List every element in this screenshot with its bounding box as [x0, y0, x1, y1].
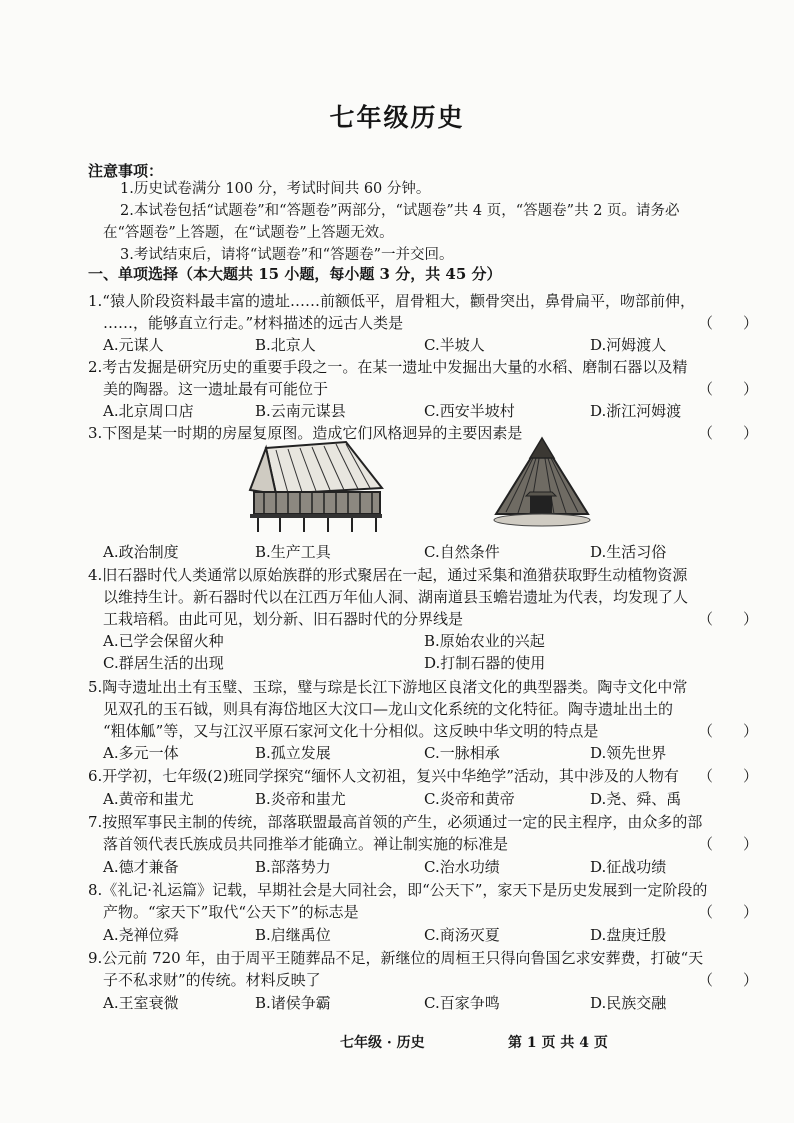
- q7-stem-line-1: 7.按照军事民主制的传统，部落联盟最高首领的产生，必须通过一定的民主程序，由众多的部: [88, 813, 703, 831]
- round-hut-image: [492, 436, 592, 532]
- note-2-line-1: 2.本试卷包括“试题卷”和“答题卷”两部分，“试题卷”共 4 页，“答题卷”共 2 页。请务必: [120, 203, 680, 219]
- q9-option-b: B.诸侯争霸: [255, 994, 331, 1012]
- q6-option-b: B.炎帝和蚩尤: [255, 790, 346, 808]
- q2-option-c: C.西安半坡村: [424, 402, 515, 420]
- q3-option-d: D.生活习俗: [590, 543, 667, 561]
- section-heading: 一、单项选择（本大题共 15 小题，每小题 3 分，共 45 分）: [88, 265, 502, 283]
- q4-stem-line-3: 工栽培稻。由此可见，划分新、旧石器时代的分界线是: [103, 610, 464, 628]
- q4-option-a: A.已学会保留火种: [103, 632, 224, 650]
- q9-stem-line-1: 9.公元前 720 年，由于周平王随葬品不足，新继位的周桓王只得向鲁国乞求安葬费，打破“天: [88, 949, 704, 967]
- q6-answer-bracket: （ ）: [697, 767, 758, 785]
- q6-option-c: C.炎帝和黄帝: [424, 790, 515, 808]
- q1-answer-bracket: （ ）: [697, 314, 758, 332]
- q3-answer-bracket: （ ）: [697, 424, 758, 442]
- q8-option-c: C.商汤灭夏: [424, 926, 500, 944]
- note-2-line-2: 在“答题卷”上答题，在“试题卷”上答题无效。: [103, 225, 394, 241]
- q4-stem-line-2: 以维持生计。新石器时代以在江西万年仙人洞、湖南道县玉蟾岩遗址为代表，均发现了人: [103, 588, 689, 606]
- q5-answer-bracket: （ ）: [697, 722, 758, 740]
- notes-heading: 注意事项：: [88, 162, 164, 180]
- q5-stem-line-1: 5.陶寺遗址出土有玉璧、玉琮，璧与琮是长江下游地区良渚文化的典型器类。陶寺文化中常: [88, 678, 688, 696]
- q6-option-a: A.黄帝和蚩尤: [103, 790, 194, 808]
- page-title: 七年级历史: [329, 103, 465, 132]
- q1-option-b: B.北京人: [255, 336, 316, 354]
- q4-option-c: C.群居生活的出现: [103, 654, 224, 672]
- q2-stem-line-2: 美的陶器。这一遗址最有可能位于: [103, 380, 329, 398]
- note-1: 1.历史试卷满分 100 分，考试时间共 60 分钟。: [120, 181, 431, 197]
- q3-option-c: C.自然条件: [424, 543, 500, 561]
- q5-option-a: A.多元一体: [103, 744, 179, 762]
- q1-option-c: C.半坡人: [424, 336, 485, 354]
- q2-option-a: A.北京周口店: [103, 402, 194, 420]
- footer-page-number: 第 1 页 共 4 页: [508, 1035, 608, 1051]
- q1-stem-line-1: 1.“猿人阶段资料最丰富的遗址……前额低平，眉骨粗大，颧骨突出，鼻骨扁平，吻部前伸，: [88, 292, 695, 310]
- q1-option-d: D.河姆渡人: [590, 336, 667, 354]
- q2-option-d: D.浙江河姆渡: [590, 402, 682, 420]
- q7-option-b: B.部落势力: [255, 858, 331, 876]
- q9-answer-bracket: （ ）: [697, 971, 758, 989]
- q7-option-a: A.德才兼备: [103, 858, 179, 876]
- q1-option-a: A.元谋人: [103, 336, 164, 354]
- q8-stem-line-2: 产物。“家天下”取代“公天下”的标志是: [103, 903, 359, 921]
- q5-stem-line-2: 见双孔的玉石钺，则具有海岱地区大汶口—龙山文化系统的文化特征。陶寺遗址出土的: [103, 700, 674, 718]
- q5-option-d: D.领先世界: [590, 744, 667, 762]
- note-3: 3.考试结束后，请将“试题卷”和“答题卷”一并交回。: [120, 247, 454, 263]
- q7-option-d: D.征战功绩: [590, 858, 667, 876]
- q9-stem-line-2: 子不私求财”的传统。材料反映了: [103, 971, 321, 989]
- q7-answer-bracket: （ ）: [697, 835, 758, 853]
- q4-option-d: D.打制石器的使用: [424, 654, 546, 672]
- q8-option-d: D.盘庚迁殷: [590, 926, 667, 944]
- q8-stem-line-1: 8.《礼记·礼运篇》记载，早期社会是大同社会，即“公天下”，家天下是历史发展到一定阶段的: [88, 881, 708, 899]
- q9-option-c: C.百家争鸣: [424, 994, 500, 1012]
- q7-stem-line-2: 落首领代表氏族成员共同推举才能确立。禅让制实施的标准是: [103, 835, 509, 853]
- q3-option-b: B.生产工具: [255, 543, 331, 561]
- q8-answer-bracket: （ ）: [697, 903, 758, 921]
- q6-option-d: D.尧、舜、禹: [590, 790, 682, 808]
- q8-option-b: B.启继禹位: [255, 926, 331, 944]
- q4-option-b: B.原始农业的兴起: [424, 632, 545, 650]
- q2-option-b: B.云南元谋县: [255, 402, 346, 420]
- q5-stem-line-3: “粗体觚”等，又与江汉平原石家河文化十分相似。这反映中华文明的特点是: [103, 722, 599, 740]
- q3-option-a: A.政治制度: [103, 543, 179, 561]
- q7-option-c: C.治水功绩: [424, 858, 500, 876]
- q2-stem-line-1: 2.考古发掘是研究历史的重要手段之一。在某一遗址中发掘出大量的水稻、磨制石器以及精: [88, 358, 688, 376]
- q8-option-a: A.尧禅位舜: [103, 926, 179, 944]
- q6-stem-line-1: 6.开学初，七年级(2)班同学探究“缅怀人文初祖，复兴中华绝学”活动，其中涉及的人物有: [88, 767, 679, 785]
- q4-stem-line-1: 4.旧石器时代人类通常以原始族群的形式聚居在一起，通过采集和渔猎获取野生动植物资源: [88, 566, 688, 584]
- q2-answer-bracket: （ ）: [697, 380, 758, 398]
- footer-subject: 七年级 · 历史: [340, 1035, 425, 1051]
- q5-option-c: C.一脉相承: [424, 744, 500, 762]
- q3-stem-line-1: 3.下图是某一时期的房屋复原图。造成它们风格迥异的主要因素是: [88, 424, 523, 442]
- q1-stem-line-2: ……，能够直立行走。”材料描述的远古人类是: [103, 314, 404, 332]
- q4-answer-bracket: （ ）: [697, 610, 758, 628]
- q9-option-a: A.王室衰微: [103, 994, 179, 1012]
- stilt-house-image: [246, 440, 386, 534]
- q9-option-d: D.民族交融: [590, 994, 667, 1012]
- q5-option-b: B.孤立发展: [255, 744, 331, 762]
